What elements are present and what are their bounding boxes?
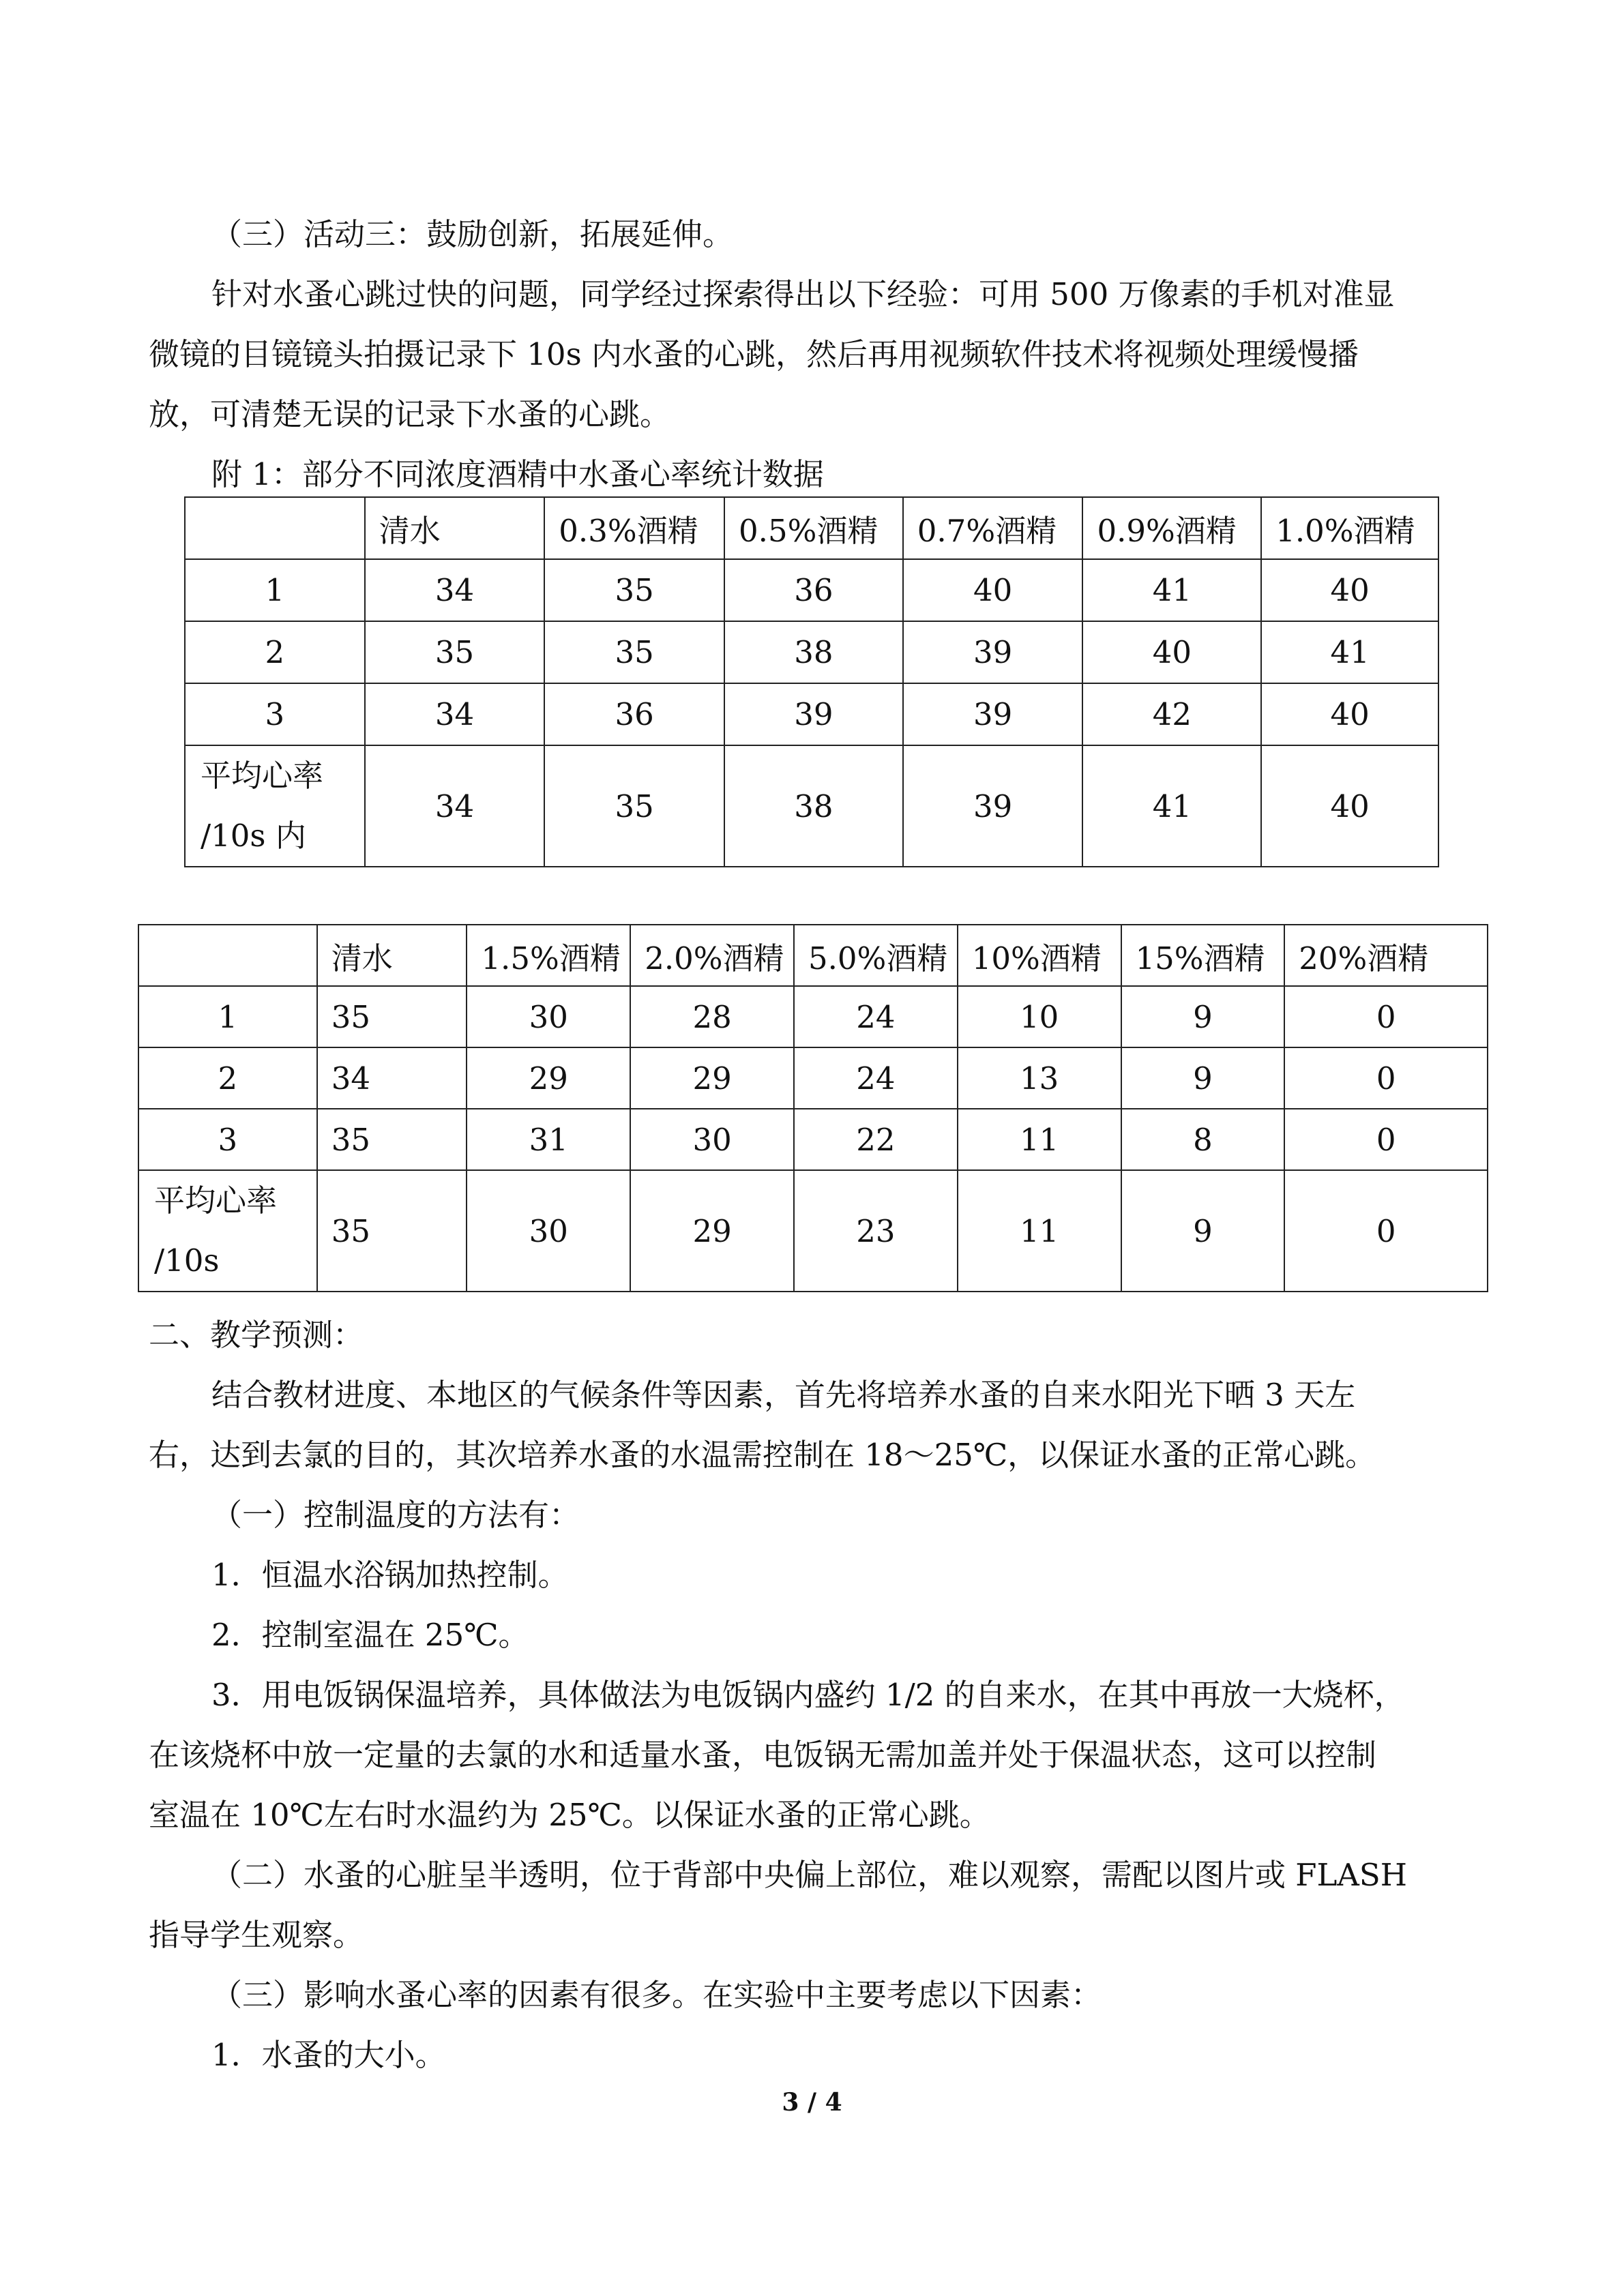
table-header-cell: 清水 xyxy=(365,497,545,559)
table-cell: 35 xyxy=(544,559,724,621)
table-row xyxy=(185,559,1438,621)
table-cell: 0 xyxy=(1284,986,1488,1047)
table-cell: 28 xyxy=(630,986,794,1047)
table-cell: 9 xyxy=(1121,1170,1285,1292)
table-cell: 11 xyxy=(958,1109,1121,1170)
list-item: 1．水蚤的大小。 xyxy=(211,2037,446,2073)
table-cell: 38 xyxy=(724,745,903,867)
table-cell: 35 xyxy=(317,1109,467,1170)
table-header-cell: 10%酒精 xyxy=(958,925,1121,986)
table-cell: 39 xyxy=(903,745,1083,867)
subsection-heading: （一）控制温度的方法有： xyxy=(211,1497,580,1533)
table-cell: 38 xyxy=(724,621,903,683)
table-cell: 24 xyxy=(794,986,958,1047)
table-header-cell: 1.5%酒精 xyxy=(467,925,630,986)
table-header-cell xyxy=(185,497,365,559)
table-cell: 0 xyxy=(1284,1109,1488,1170)
subsection-heading: （二）水蚤的心脏呈半透明，位于背部中央偏上部位，难以观察，需配以图片或 FLASH xyxy=(211,1857,1407,1893)
table-cell: 35 xyxy=(317,1170,467,1292)
table-cell: 39 xyxy=(724,683,903,745)
table-header-row xyxy=(138,925,1488,986)
body-paragraph-line: 针对水蚤心跳过快的问题，同学经过探索得出以下经验：可用 500 万像素的手机对准显 xyxy=(211,276,1395,312)
table-cell: 39 xyxy=(903,683,1083,745)
subsection-heading: （三）影响水蚤心率的因素有很多。在实验中主要考虑以下因素： xyxy=(211,1977,1102,2013)
table-row xyxy=(138,1047,1488,1109)
table-cell: 9 xyxy=(1121,1047,1285,1109)
table-cell: 34 xyxy=(365,683,545,745)
list-item: 1．恒温水浴锅加热控制。 xyxy=(211,1557,569,1593)
list-item: 2．控制室温在 25℃。 xyxy=(211,1617,529,1653)
table-cell: 0 xyxy=(1284,1047,1488,1109)
table-header-cell: 15%酒精 xyxy=(1121,925,1285,986)
table-row xyxy=(138,1109,1488,1170)
table-cell: 9 xyxy=(1121,986,1285,1047)
heart-rate-table-low-concentration xyxy=(184,496,1439,867)
body-paragraph-line: 微镜的目镜镜头拍摄记录下 10s 内水蚤的心跳，然后再用视频软件技术将视频处理缓慢播 xyxy=(149,336,1359,372)
table-cell: 34 xyxy=(365,745,545,867)
average-label-cell xyxy=(138,1170,317,1292)
table-cell: 29 xyxy=(630,1047,794,1109)
table-header-cell xyxy=(138,925,317,986)
table-cell: 34 xyxy=(365,559,545,621)
list-item: 3．用电饭锅保温培养，具体做法为电饭锅内盛约 1/2 的自来水，在其中再放一大烧杯， xyxy=(211,1677,1405,1713)
table-cell: 40 xyxy=(1261,683,1438,745)
heart-rate-table-high-concentration xyxy=(138,924,1488,1292)
table-cell: 36 xyxy=(544,683,724,745)
table-cell: 41 xyxy=(1082,745,1261,867)
table-cell: 11 xyxy=(958,1170,1121,1292)
table-cell: 3 xyxy=(185,683,365,745)
table-cell: 41 xyxy=(1082,559,1261,621)
average-label-cell xyxy=(185,745,365,867)
table-cell: 3 xyxy=(138,1109,317,1170)
table-cell: 42 xyxy=(1082,683,1261,745)
table-cell: 41 xyxy=(1261,621,1438,683)
table-header-cell: 2.0%酒精 xyxy=(630,925,794,986)
body-paragraph-line: 右，达到去氯的目的，其次培养水蚤的水温需控制在 18～25℃，以保证水蚤的正常心跳。 xyxy=(149,1437,1376,1473)
table-header-cell: 0.3%酒精 xyxy=(544,497,724,559)
section-heading: 二、教学预测： xyxy=(149,1317,364,1353)
table-cell: 23 xyxy=(794,1170,958,1292)
activity-three-heading: （三）活动三：鼓励创新，拓展延伸。 xyxy=(211,216,734,252)
body-paragraph-line: 放，可清楚无误的记录下水蚤的心跳。 xyxy=(149,396,671,432)
table-cell: 31 xyxy=(467,1109,630,1170)
table-cell: 1 xyxy=(185,559,365,621)
table-cell: 40 xyxy=(1261,745,1438,867)
average-label-unit: /10s xyxy=(154,1242,220,1279)
table-cell: 2 xyxy=(185,621,365,683)
table-row xyxy=(185,621,1438,683)
average-label-unit: /10s 内 xyxy=(201,818,306,854)
table-cell: 29 xyxy=(467,1047,630,1109)
table-cell: 30 xyxy=(467,986,630,1047)
table-cell: 30 xyxy=(630,1109,794,1170)
table-cell: 35 xyxy=(544,621,724,683)
table-cell: 35 xyxy=(365,621,545,683)
table-cell: 40 xyxy=(903,559,1083,621)
table-cell: 35 xyxy=(317,986,467,1047)
table-cell: 8 xyxy=(1121,1109,1285,1170)
table-cell: 10 xyxy=(958,986,1121,1047)
table-row-average xyxy=(185,745,1438,867)
table-cell: 24 xyxy=(794,1047,958,1109)
table-header-cell: 清水 xyxy=(317,925,467,986)
table-cell: 34 xyxy=(317,1047,467,1109)
table-row xyxy=(185,683,1438,745)
body-paragraph-line: 指导学生观察。 xyxy=(149,1917,364,1953)
table-row-average xyxy=(138,1170,1488,1292)
average-label-line: 平均心率 xyxy=(154,1182,278,1219)
table-cell: 35 xyxy=(544,745,724,867)
table-header-row xyxy=(185,497,1438,559)
table-cell: 22 xyxy=(794,1109,958,1170)
body-paragraph-line: 室温在 10℃左右时水温约为 25℃。以保证水蚤的正常心跳。 xyxy=(149,1797,990,1833)
table-cell: 0 xyxy=(1284,1170,1488,1292)
body-paragraph-line: 结合教材进度、本地区的气候条件等因素，首先将培养水蚤的自来水阳光下晒 3 天左 xyxy=(211,1377,1356,1413)
table-cell: 36 xyxy=(724,559,903,621)
table-header-cell: 1.0%酒精 xyxy=(1261,497,1438,559)
table-cell: 39 xyxy=(903,621,1083,683)
table-cell: 30 xyxy=(467,1170,630,1292)
average-label-line: 平均心率 xyxy=(201,758,324,794)
table-header-cell: 20%酒精 xyxy=(1284,925,1488,986)
table-cell: 13 xyxy=(958,1047,1121,1109)
table-header-cell: 0.7%酒精 xyxy=(903,497,1083,559)
page-number: 3 / 4 xyxy=(782,2088,842,2117)
table-caption: 附 1：部分不同浓度酒精中水蚤心率统计数据 xyxy=(211,456,824,492)
table-cell: 29 xyxy=(630,1170,794,1292)
table-header-cell: 5.0%酒精 xyxy=(794,925,958,986)
table-header-cell: 0.5%酒精 xyxy=(724,497,903,559)
table-row xyxy=(138,986,1488,1047)
table-header-cell: 0.9%酒精 xyxy=(1082,497,1261,559)
table-cell: 2 xyxy=(138,1047,317,1109)
body-paragraph-line: 在该烧杯中放一定量的去氯的水和适量水蚤，电饭锅无需加盖并处于保温状态，这可以控制 xyxy=(149,1737,1377,1773)
table-cell: 1 xyxy=(138,986,317,1047)
table-cell: 40 xyxy=(1082,621,1261,683)
table-cell: 40 xyxy=(1261,559,1438,621)
